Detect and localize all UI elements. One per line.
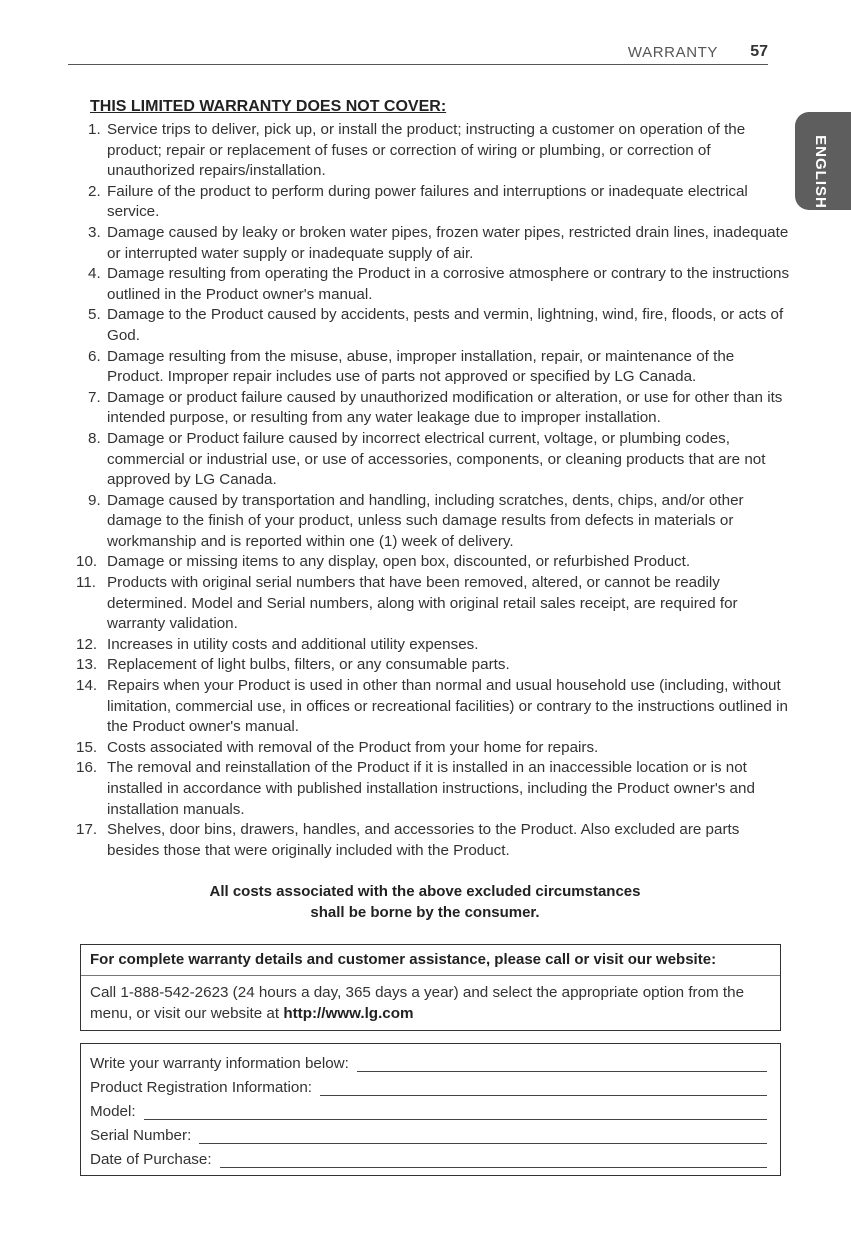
note-line-2: shall be borne by the consumer. [310,904,540,921]
item-text: Increases in utility costs and additional utility expenses. [107,635,479,653]
item-number: 9. [88,491,101,509]
item-text: Products with original serial numbers that have been removed, altered, or cannot be readily determined. Model and Serial numbers, along with original retail sales receipt, are required for warranty validation. [107,574,738,633]
item-text: Damage resulting from operating the Product in a corrosive atmosphere or contrary to the instructions outlined in the Product owner's manual. [107,265,790,303]
page-number: 57 [750,43,768,60]
item-text: Service trips to deliver, pick up, or install the product; instructing a customer on operation of the product; repair or replacement of fuses or correction of wiring or plumbing, or correction of unauthorized repairs/installation. [107,121,746,180]
item-number: 8. [88,429,101,447]
item-text: Costs associated with removal of the Product from your home for repairs. [107,738,599,756]
item-number: 7. [88,388,101,406]
item-text: Damage or product failure caused by unauthorized modification or alteration, or use for other than its intended purpose, or resulting from any water leakage due to improper installation. [107,388,783,427]
item-number: 2. [88,182,101,200]
section-title: WARRANTY [627,44,718,61]
list-item [76,738,790,759]
divider [81,975,780,976]
contact-heading: For complete warranty details and customer assistance, please call or visit our website: [90,951,717,968]
intro-label: Write your warranty information below: [90,1055,349,1072]
item-number: 16. [76,759,98,777]
language-tab [795,112,851,210]
list-item [90,429,790,491]
model-label: Model: [90,1103,136,1120]
list-item [90,491,790,553]
list-item [90,347,790,388]
form-row-intro [90,1052,767,1072]
item-text: Damage to the Product caused by accidents, pests and vermin, lightning, wind, fire, floods, or acts of God. [107,306,784,344]
list-item [76,635,790,656]
serial-number-field[interactable] [199,1129,767,1144]
item-text: Damage resulting from the misuse, abuse, improper installation, repair, or maintenance of the Product. Improper repair includes use of parts not approved or specified by LG Canada. [107,347,735,386]
registration-label: Product Registration Information: [90,1079,313,1096]
form-row-model [90,1100,767,1120]
list-item [90,182,790,223]
item-number: 10. [76,553,98,571]
item-text: Repairs when your Product is used in other than normal and usual household use (including, without limitation, commercial use, in offices or recreational facilities) or contrary to the instructions outlined in the Product owner's manual. [107,677,788,736]
list-item [90,264,790,305]
purchase-date-label: Date of Purchase: [90,1151,212,1168]
item-number: 17. [76,821,98,839]
item-number: 1. [88,121,101,138]
exclusions-list [76,120,790,861]
item-number: 6. [88,347,101,365]
warranty-info-form [80,1043,781,1176]
form-row-purchase-date [90,1148,767,1168]
list-item [76,552,790,573]
contact-box [80,944,781,1031]
item-number: 12. [76,635,98,653]
item-text: Damage or missing items to any display, open box, discounted, or refurbished Product. [107,553,691,571]
form-row-registration [90,1076,767,1096]
list-item [76,573,790,635]
consumer-cost-note [150,881,700,923]
language-tab-label: ENGLISH [812,135,829,209]
list-item [90,120,790,182]
intro-field[interactable] [357,1057,767,1072]
list-item [76,820,790,861]
exclusions-title: THIS LIMITED WARRANTY DOES NOT COVER: [90,98,447,115]
website-link[interactable]: http://www.lg.com [283,1004,414,1022]
item-text: Shelves, door bins, drawers, handles, and accessories to the Product. Also excluded are parts besides those that were originally included with the Product. [107,821,740,859]
contact-text [90,983,770,1024]
item-number: 5. [88,306,101,324]
item-text: Damage caused by leaky or broken water pipes, frozen water pipes, restricted drain lines, inadequate or interrupted water supply or inadequate supply of air. [107,223,789,262]
purchase-date-field[interactable] [220,1153,767,1168]
serial-label: Serial Number: [90,1127,192,1144]
model-field[interactable] [144,1105,767,1120]
item-text: The removal and reinstallation of the Product if it is installed in an inaccessible location or is not installed in accordance with published installation instructions, including the Product owner's and installation manuals. [107,759,755,818]
item-text: Failure of the product to perform during power failures and interruptions or inadequate electrical service. [107,182,748,221]
item-number: 4. [88,265,101,283]
item-number: 3. [88,223,101,241]
list-item [76,655,790,676]
list-item [90,305,790,346]
contact-body: Call 1-888-542-2623 (24 hours a day, 365 days a year) and select the appropriate option from the menu, or visit our website at [90,984,745,1022]
page-header [68,44,768,65]
registration-field[interactable] [320,1081,767,1096]
item-number: 15. [76,738,98,756]
item-text: Damage or Product failure caused by incorrect electrical current, voltage, or plumbing codes, commercial or industrial use, or use of accessories, components, or cleaning products that are not approved by LG Canada. [107,429,766,489]
list-item [90,388,790,429]
form-row-serial [90,1124,767,1144]
list-item [76,758,790,820]
item-text: Replacement of light bulbs, filters, or any consumable parts. [107,656,510,674]
list-item [76,676,790,738]
item-number: 14. [76,677,98,695]
item-number: 11. [76,574,96,592]
item-number: 13. [76,656,98,674]
note-line-1: All costs associated with the above excluded circumstances [209,883,641,900]
list-item [90,223,790,264]
item-text: Damage caused by transportation and handling, including scratches, dents, chips, and/or other damage to the finish of your product, unless such damage results from defects in materials or workmanship and is reported within one (1) week of delivery. [107,491,744,550]
